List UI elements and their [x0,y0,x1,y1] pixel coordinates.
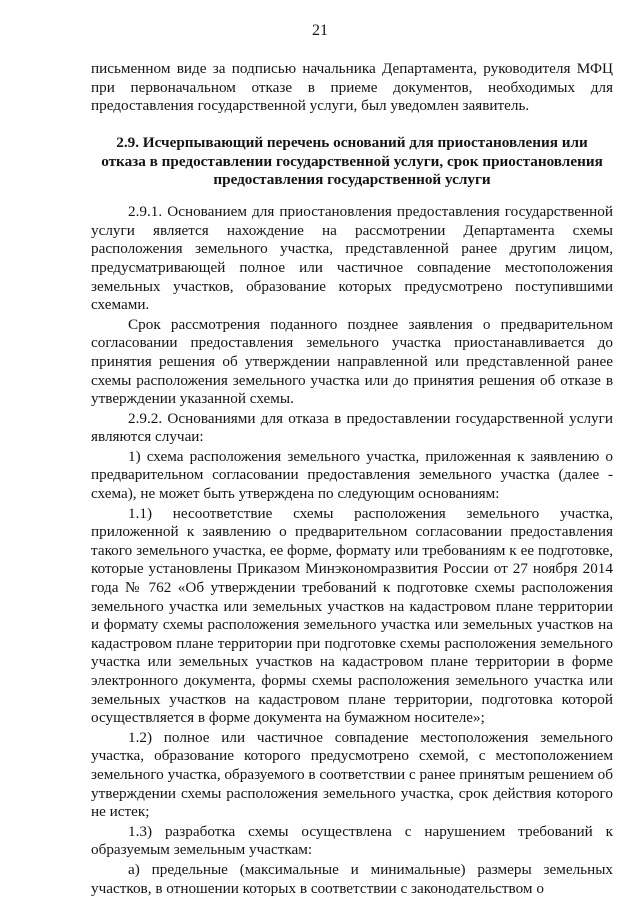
page-number: 21 [312,22,328,39]
section-heading: 2.9. Исчерпывающий перечень оснований для приостановления или отказа в предоставлении государственной услуги, срок приостановления предоставления государственной услуги [101,133,603,189]
paragraph-item-1-2: 1.2) полное или частичное совпадение местоположения земельного участка, образование которого предусмотрено схемой, с местоположением земельного участка, образуемого в соответствии с ранее принятым решением об утверждении схемы расположения земельного участка, срок действия которого не истек; [91,728,613,821]
paragraph-2-9-2: 2.9.2. Основаниями для отказа в предоставлении государственной услуги являются случаи: [91,409,613,446]
paragraph-2-9-1: 2.9.1. Основанием для приостановления предоставления государственной услуги является нахождение на рассмотрении Департамента схемы расположения земельного участка, представленной ранее другим лицом, предусматривающей полное или частичное совпадение местоположения земельных участков, образование которых предусмотрено поступившими схемами. [91,203,613,314]
document-body [91,60,613,898]
paragraph-item-1-1: 1.1) несоответствие схемы расположения земельного участка, приложенной к заявлению о предварительном согласовании предоставления такого земельного участка, ее форме, формату или требованиям к ее подготовке, которые установлены Приказом Минэкономразвития России от 27 ноября 2014 года № 762 «Об утверждении требований к подготовке схемы расположения земельного участка или земельных участков на кадастровом плане территории и формату схемы расположения земельного участка или земельных участков на кадастровом плане территории при подготовке схемы расположения земельного участка или земельных участков на кадастровом плане территории в форме электронного документа, формы схемы расположения земельного участка или земельных участков на кадастровом плане территории, подготовка которой осуществляется в форме документа на бумажном носителе»; [91,504,613,727]
paragraph-item-a: а) предельные (максимальные и минимальные) размеры земельных участков, в отношении которых в соответствии с законодательством о [91,860,613,897]
paragraph-suspension-term: Срок рассмотрения поданного позднее заявления о предварительном согласовании предоставления земельного участка приостанавливается до принятия решения об утверждении направленной или представленной ранее схемы расположения земельного участка или до принятия решения об отказе в утверждении указанной схемы. [91,315,613,408]
paragraph-item-1-3: 1.3) разработка схемы осуществлена с нарушением требований к образуемым земельным участкам: [91,822,613,859]
intro-paragraph: письменном виде за подписью начальника Департамента, руководителя МФЦ при первоначальном отказе в приеме документов, необходимых для предоставления государственной услуги, был уведомлен заявитель. [91,60,613,115]
paragraph-item-1: 1) схема расположения земельного участка, приложенная к заявлению о предварительном согласовании предоставления земельного участка (далее - схема), не может быть утверждена по следующим основаниям: [91,447,613,503]
